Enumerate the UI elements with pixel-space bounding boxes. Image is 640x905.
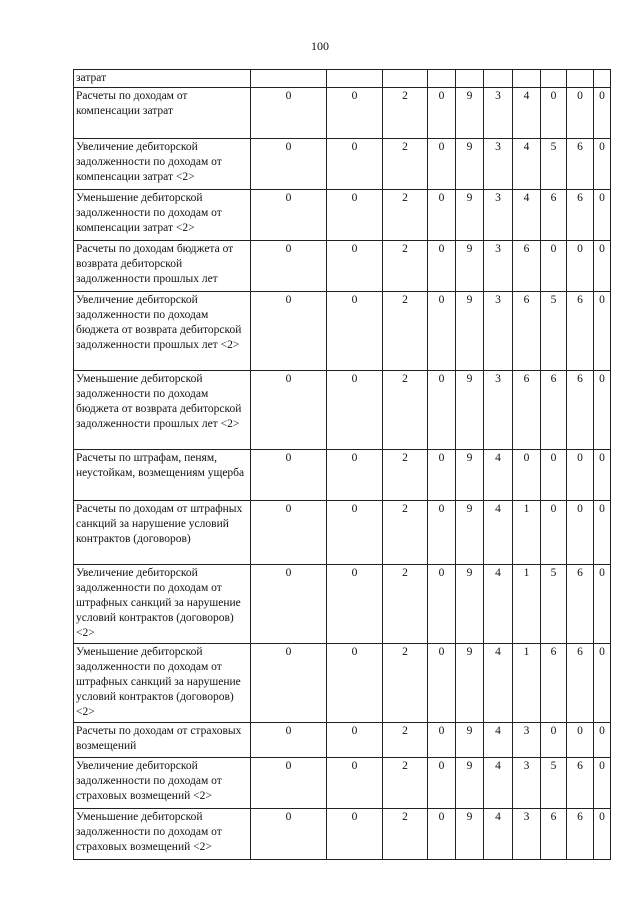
table-row	[74, 139, 611, 190]
row-label: Расчеты по доходам от штрафных санкций за нарушение условий контрактов (договоров)	[74, 501, 251, 565]
code-digit: 0	[594, 809, 611, 860]
code-digit: 0	[594, 723, 611, 758]
table-body	[74, 70, 611, 860]
code-digit: 0	[513, 450, 541, 501]
code-digit: 0	[251, 139, 327, 190]
code-digit: 6	[567, 139, 594, 190]
code-digit: 0	[251, 565, 327, 644]
code-digit: 2	[383, 644, 428, 723]
table-row	[74, 88, 611, 139]
row-label: Расчеты по доходам от компенсации затрат	[74, 88, 251, 139]
code-digit: 0	[594, 450, 611, 501]
row-label: Увеличение дебиторской задолженности по доходам бюджета от возврата дебиторской задолженности прошлых лет <2>	[74, 292, 251, 371]
code-digit: 9	[456, 371, 484, 450]
code-digit: 9	[456, 501, 484, 565]
table-row	[74, 565, 611, 644]
code-digit: 2	[383, 190, 428, 241]
code-digit: 6	[567, 809, 594, 860]
code-digit: 3	[513, 809, 541, 860]
code-digit: 5	[541, 565, 567, 644]
code-digit: 0	[567, 501, 594, 565]
row-label: Расчеты по доходам от страховых возмещений	[74, 723, 251, 758]
code-digit: 0	[541, 241, 567, 292]
code-digit: 0	[251, 371, 327, 450]
code-digit: 0	[327, 88, 383, 139]
code-digit	[484, 70, 513, 88]
code-digit: 0	[428, 450, 456, 501]
code-digit	[428, 70, 456, 88]
code-digit: 3	[484, 241, 513, 292]
code-digit: 5	[541, 758, 567, 809]
table-row	[74, 644, 611, 723]
code-digit: 6	[567, 190, 594, 241]
code-digit: 0	[428, 190, 456, 241]
code-digit: 9	[456, 139, 484, 190]
code-digit: 6	[541, 809, 567, 860]
code-digit: 6	[513, 241, 541, 292]
code-digit: 0	[594, 241, 611, 292]
code-digit: 2	[383, 241, 428, 292]
code-digit: 4	[484, 758, 513, 809]
code-digit: 6	[567, 758, 594, 809]
code-digit: 2	[383, 292, 428, 371]
code-digit: 2	[383, 809, 428, 860]
code-digit: 0	[594, 88, 611, 139]
code-digit: 0	[567, 241, 594, 292]
code-digit: 0	[251, 190, 327, 241]
code-digit: 9	[456, 292, 484, 371]
code-digit: 2	[383, 758, 428, 809]
table-row	[74, 501, 611, 565]
code-digit	[594, 70, 611, 88]
row-label: Уменьшение дебиторской задолженности по доходам бюджета от возврата дебиторской задолженности прошлых лет <2>	[74, 371, 251, 450]
code-digit	[567, 70, 594, 88]
code-digit: 0	[327, 371, 383, 450]
table-row	[74, 70, 611, 88]
code-digit: 0	[251, 450, 327, 501]
code-digit: 4	[513, 190, 541, 241]
code-digit: 0	[327, 644, 383, 723]
code-digit: 0	[251, 758, 327, 809]
code-digit: 6	[567, 644, 594, 723]
code-digit: 5	[541, 139, 567, 190]
code-digit: 2	[383, 371, 428, 450]
row-label: Уменьшение дебиторской задолженности по доходам от страховых возмещений <2>	[74, 809, 251, 860]
code-digit: 0	[251, 88, 327, 139]
code-digit: 0	[428, 809, 456, 860]
code-digit: 0	[428, 241, 456, 292]
code-digit: 0	[251, 644, 327, 723]
code-digit: 0	[594, 501, 611, 565]
code-digit	[456, 70, 484, 88]
code-digit: 0	[327, 292, 383, 371]
table-row	[74, 809, 611, 860]
code-digit: 3	[484, 292, 513, 371]
code-digit: 2	[383, 565, 428, 644]
code-digit: 6	[541, 190, 567, 241]
code-digit: 0	[327, 241, 383, 292]
code-digit: 0	[594, 190, 611, 241]
row-label: затрат	[74, 70, 251, 88]
code-digit: 4	[484, 723, 513, 758]
code-digit: 0	[327, 758, 383, 809]
code-digit: 3	[513, 723, 541, 758]
code-digit: 0	[428, 139, 456, 190]
code-digit: 0	[594, 758, 611, 809]
table-row	[74, 723, 611, 758]
code-digit: 3	[484, 88, 513, 139]
code-digit: 0	[541, 723, 567, 758]
code-digit: 4	[484, 809, 513, 860]
code-digit: 0	[327, 450, 383, 501]
code-digit	[541, 70, 567, 88]
code-digit: 0	[327, 190, 383, 241]
code-digit: 0	[428, 292, 456, 371]
code-digit: 0	[428, 371, 456, 450]
code-digit: 9	[456, 758, 484, 809]
table-row	[74, 241, 611, 292]
code-digit: 6	[567, 565, 594, 644]
code-digit: 0	[251, 292, 327, 371]
table-row	[74, 292, 611, 371]
code-digit: 4	[484, 644, 513, 723]
code-digit: 0	[428, 758, 456, 809]
code-digit: 6	[567, 371, 594, 450]
page-number: 100	[311, 39, 329, 53]
row-label: Расчеты по доходам бюджета от возврата дебиторской задолженности прошлых лет	[74, 241, 251, 292]
code-digit: 3	[484, 139, 513, 190]
code-digit: 0	[327, 723, 383, 758]
row-label: Увеличение дебиторской задолженности по доходам от компенсации затрат <2>	[74, 139, 251, 190]
table-row	[74, 190, 611, 241]
code-digit: 4	[484, 450, 513, 501]
code-digit: 2	[383, 723, 428, 758]
table-row	[74, 758, 611, 809]
code-digit: 0	[251, 809, 327, 860]
row-label: Уменьшение дебиторской задолженности по доходам от штрафных санкций за нарушение условий контрактов (договоров) <2>	[74, 644, 251, 723]
code-digit: 0	[327, 809, 383, 860]
code-digit: 4	[484, 565, 513, 644]
code-digit	[383, 70, 428, 88]
code-digit: 0	[541, 501, 567, 565]
code-digit: 9	[456, 190, 484, 241]
code-digit: 9	[456, 241, 484, 292]
code-digit: 0	[541, 450, 567, 501]
row-label: Уменьшение дебиторской задолженности по доходам от компенсации затрат <2>	[74, 190, 251, 241]
code-digit: 0	[327, 565, 383, 644]
code-digit: 9	[456, 644, 484, 723]
code-digit: 0	[594, 644, 611, 723]
code-digit: 9	[456, 565, 484, 644]
code-digit: 0	[428, 501, 456, 565]
code-digit: 0	[567, 450, 594, 501]
code-digit	[251, 70, 327, 88]
code-digit	[513, 70, 541, 88]
code-digit: 6	[567, 292, 594, 371]
code-digit: 2	[383, 450, 428, 501]
code-digit: 6	[513, 371, 541, 450]
code-digit: 3	[484, 371, 513, 450]
code-digit: 4	[484, 501, 513, 565]
row-label: Увеличение дебиторской задолженности по доходам от страховых возмещений <2>	[74, 758, 251, 809]
code-digit	[327, 70, 383, 88]
row-label: Расчеты по штрафам, пеням, неустойкам, возмещениям ущерба	[74, 450, 251, 501]
code-digit: 3	[513, 758, 541, 809]
code-digit: 0	[251, 723, 327, 758]
code-digit: 0	[567, 88, 594, 139]
code-digit: 1	[513, 565, 541, 644]
code-digit: 0	[428, 565, 456, 644]
code-digit: 0	[594, 371, 611, 450]
code-digit: 9	[456, 450, 484, 501]
code-digit: 2	[383, 88, 428, 139]
code-digit: 0	[251, 501, 327, 565]
code-digit: 4	[513, 88, 541, 139]
code-digit: 4	[513, 139, 541, 190]
code-digit: 5	[541, 292, 567, 371]
code-digit: 0	[327, 501, 383, 565]
code-digit: 1	[513, 644, 541, 723]
code-digit: 9	[456, 88, 484, 139]
code-digit: 0	[594, 139, 611, 190]
code-digit: 9	[456, 809, 484, 860]
code-digit: 0	[594, 292, 611, 371]
code-digit: 9	[456, 723, 484, 758]
code-digit: 0	[594, 565, 611, 644]
code-digit: 0	[428, 88, 456, 139]
code-digit: 1	[513, 501, 541, 565]
table-row	[74, 371, 611, 450]
table-row	[74, 450, 611, 501]
code-digit: 0	[428, 644, 456, 723]
code-digit: 0	[541, 88, 567, 139]
code-digit: 6	[513, 292, 541, 371]
code-digit: 0	[428, 723, 456, 758]
code-digit: 0	[567, 723, 594, 758]
code-digit: 2	[383, 139, 428, 190]
code-digit: 3	[484, 190, 513, 241]
code-digit: 6	[541, 371, 567, 450]
row-label: Увеличение дебиторской задолженности по доходам от штрафных санкций за нарушение условий контрактов (договоров) <2>	[74, 565, 251, 644]
code-digit: 0	[251, 241, 327, 292]
code-digit: 0	[327, 139, 383, 190]
code-digit: 2	[383, 501, 428, 565]
accounts-table	[73, 69, 611, 860]
code-digit: 6	[541, 644, 567, 723]
